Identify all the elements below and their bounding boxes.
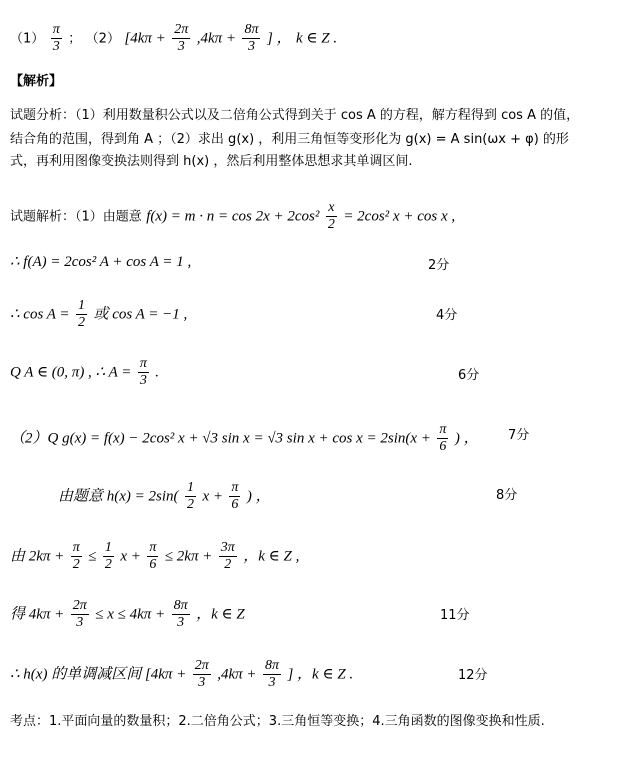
analysis-line-1: 试题分析：（1）利用数量积公式以及二倍角公式得到关于 cos A 的方程，解方程得到 cos A 的值， [10,108,580,123]
score-8: 8分 [496,488,518,503]
score-7: 7分 [508,428,530,443]
score-6: 6分 [458,368,480,383]
solution-fraction-5: $\frac{\pi}{6}$ [439,422,447,454]
solution-eq-6a: 由题意 h(x) = 2sin( [58,488,179,505]
solution-eq-5a: （2）Q g(x) = f(x) − 2cos² x + √3 sin x = √3 sin x + cos x = 2sin(x + [10,430,431,447]
solution-fraction-7a: $\frac{\pi}{2}$ [72,540,80,572]
answer-part2-text-2: ,4kπ + [196,30,237,47]
solution-eq-7b: ，k ∈ Z , [243,548,300,565]
solution-fraction-9a: $\frac{2\pi}{3}$ [194,658,209,690]
solution-fraction-4: $\frac{\pi}{3}$ [139,356,147,388]
solution-eq-7m2: x + [120,548,141,565]
solution-eq-8a: 得 4kπ + [10,606,65,623]
kaodian-line: 考点：1.平面向量的数量积；2.二倍角公式；3.三角恒等变换；4.三角函数的图像变换和性质. [10,714,545,729]
solution-fraction-8a: $\frac{2\pi}{3}$ [72,598,87,630]
solution-fraction-3: $\frac{1}{2}$ [77,298,85,330]
solution-line-3 [10,298,187,331]
solution-fraction-7d: $\frac{3\pi}{2}$ [220,540,235,572]
solution-fraction-7b: $\frac{1}{2}$ [104,540,112,572]
solution-line-6 [58,480,271,513]
solution-eq-4b: . [155,364,160,381]
solution-eq-5b: ) ， [454,430,479,447]
solution-eq-7m3: ≤ 2kπ + [164,548,213,565]
solution-fraction-1: $\frac{x}{2}$ [327,200,335,232]
solution-eq-6mid: x + [202,488,223,505]
solution-eq-9a: ∴ h(x) 的单调减区间 [4kπ + [10,666,187,683]
solution-fraction-9b: $\frac{8\pi}{3}$ [265,658,280,690]
solution-eq-9m: ,4kπ + [217,666,257,683]
solution-eq-1b: = 2cos² x + cos x , [343,208,456,225]
solution-eq-4a: Q A ∈ (0, π) , ∴ A = [10,364,132,381]
answer-part2-k: k ∈ Z . [295,30,338,47]
score-12: 12分 [458,668,488,683]
score-2: 2分 [428,258,450,273]
solution-line-4 [10,356,159,389]
solution-line-9 [10,658,353,691]
solution-line-7 [10,540,299,573]
solution-fraction-7c: $\frac{\pi}{6}$ [149,540,157,572]
solution-fraction-8b: $\frac{8\pi}{3}$ [173,598,188,630]
solution-fraction-6a: $\frac{1}{2}$ [186,480,194,512]
score-11: 11分 [440,608,470,623]
score-4: 4分 [436,308,458,323]
solution-eq-1a: f(x) = m · n = cos 2x + 2cos² [146,208,320,225]
answer-part2-label: （2） [85,31,120,47]
solution-eq-7a: 由 2kπ + [10,548,65,565]
answer-part2-text-3: ] ， [266,30,292,47]
solution-eq-8m: ≤ x ≤ 4kπ + [95,606,166,623]
analysis-line-3: 式，再利用图像变换法则得到 h(x) ，然后利用整体思想求其单调区间. [10,154,413,169]
answer-part1-fraction: $\frac{\pi}{3}$ [52,22,60,54]
answer-part2-fraction-2: $\frac{8\pi}{3}$ [244,22,259,54]
answer-part2-text: [4kπ + [124,30,166,47]
solution-fraction-6b: $\frac{\pi}{6}$ [231,480,239,512]
solution-eq-9b: ] ，k ∈ Z . [287,666,354,683]
solution-label: 试题解析：（1）由题意 [10,209,142,225]
answer-part1-label: （1） [10,31,45,47]
solution-eq-8b: ，k ∈ Z [196,606,245,623]
answer-part2-fraction-1: $\frac{2\pi}{3}$ [174,22,189,54]
analysis-heading: 【解析】 [10,74,63,89]
solution-eq-6b: ) ， [246,488,271,505]
solution-line-1 [10,200,455,233]
solution-line-8 [10,598,245,631]
answer-separator: ； [68,31,82,47]
solution-line-2: ∴ f(A) = 2cos² A + cos A = 1 , [10,254,192,270]
solution-eq-3a: ∴ cos A = [10,306,70,323]
analysis-line-2: 结合角的范围，得到角 A ；（2）求出 g(x) ，利用三角恒等变形化为 g(x) = A sin(ωx + φ) 的形 [10,132,569,147]
solution-eq-7m1: ≤ [88,548,97,565]
answer-line [10,22,337,55]
solution-eq-3b: 或 cos A = −1 , [93,306,188,323]
solution-line-5 [10,422,479,455]
